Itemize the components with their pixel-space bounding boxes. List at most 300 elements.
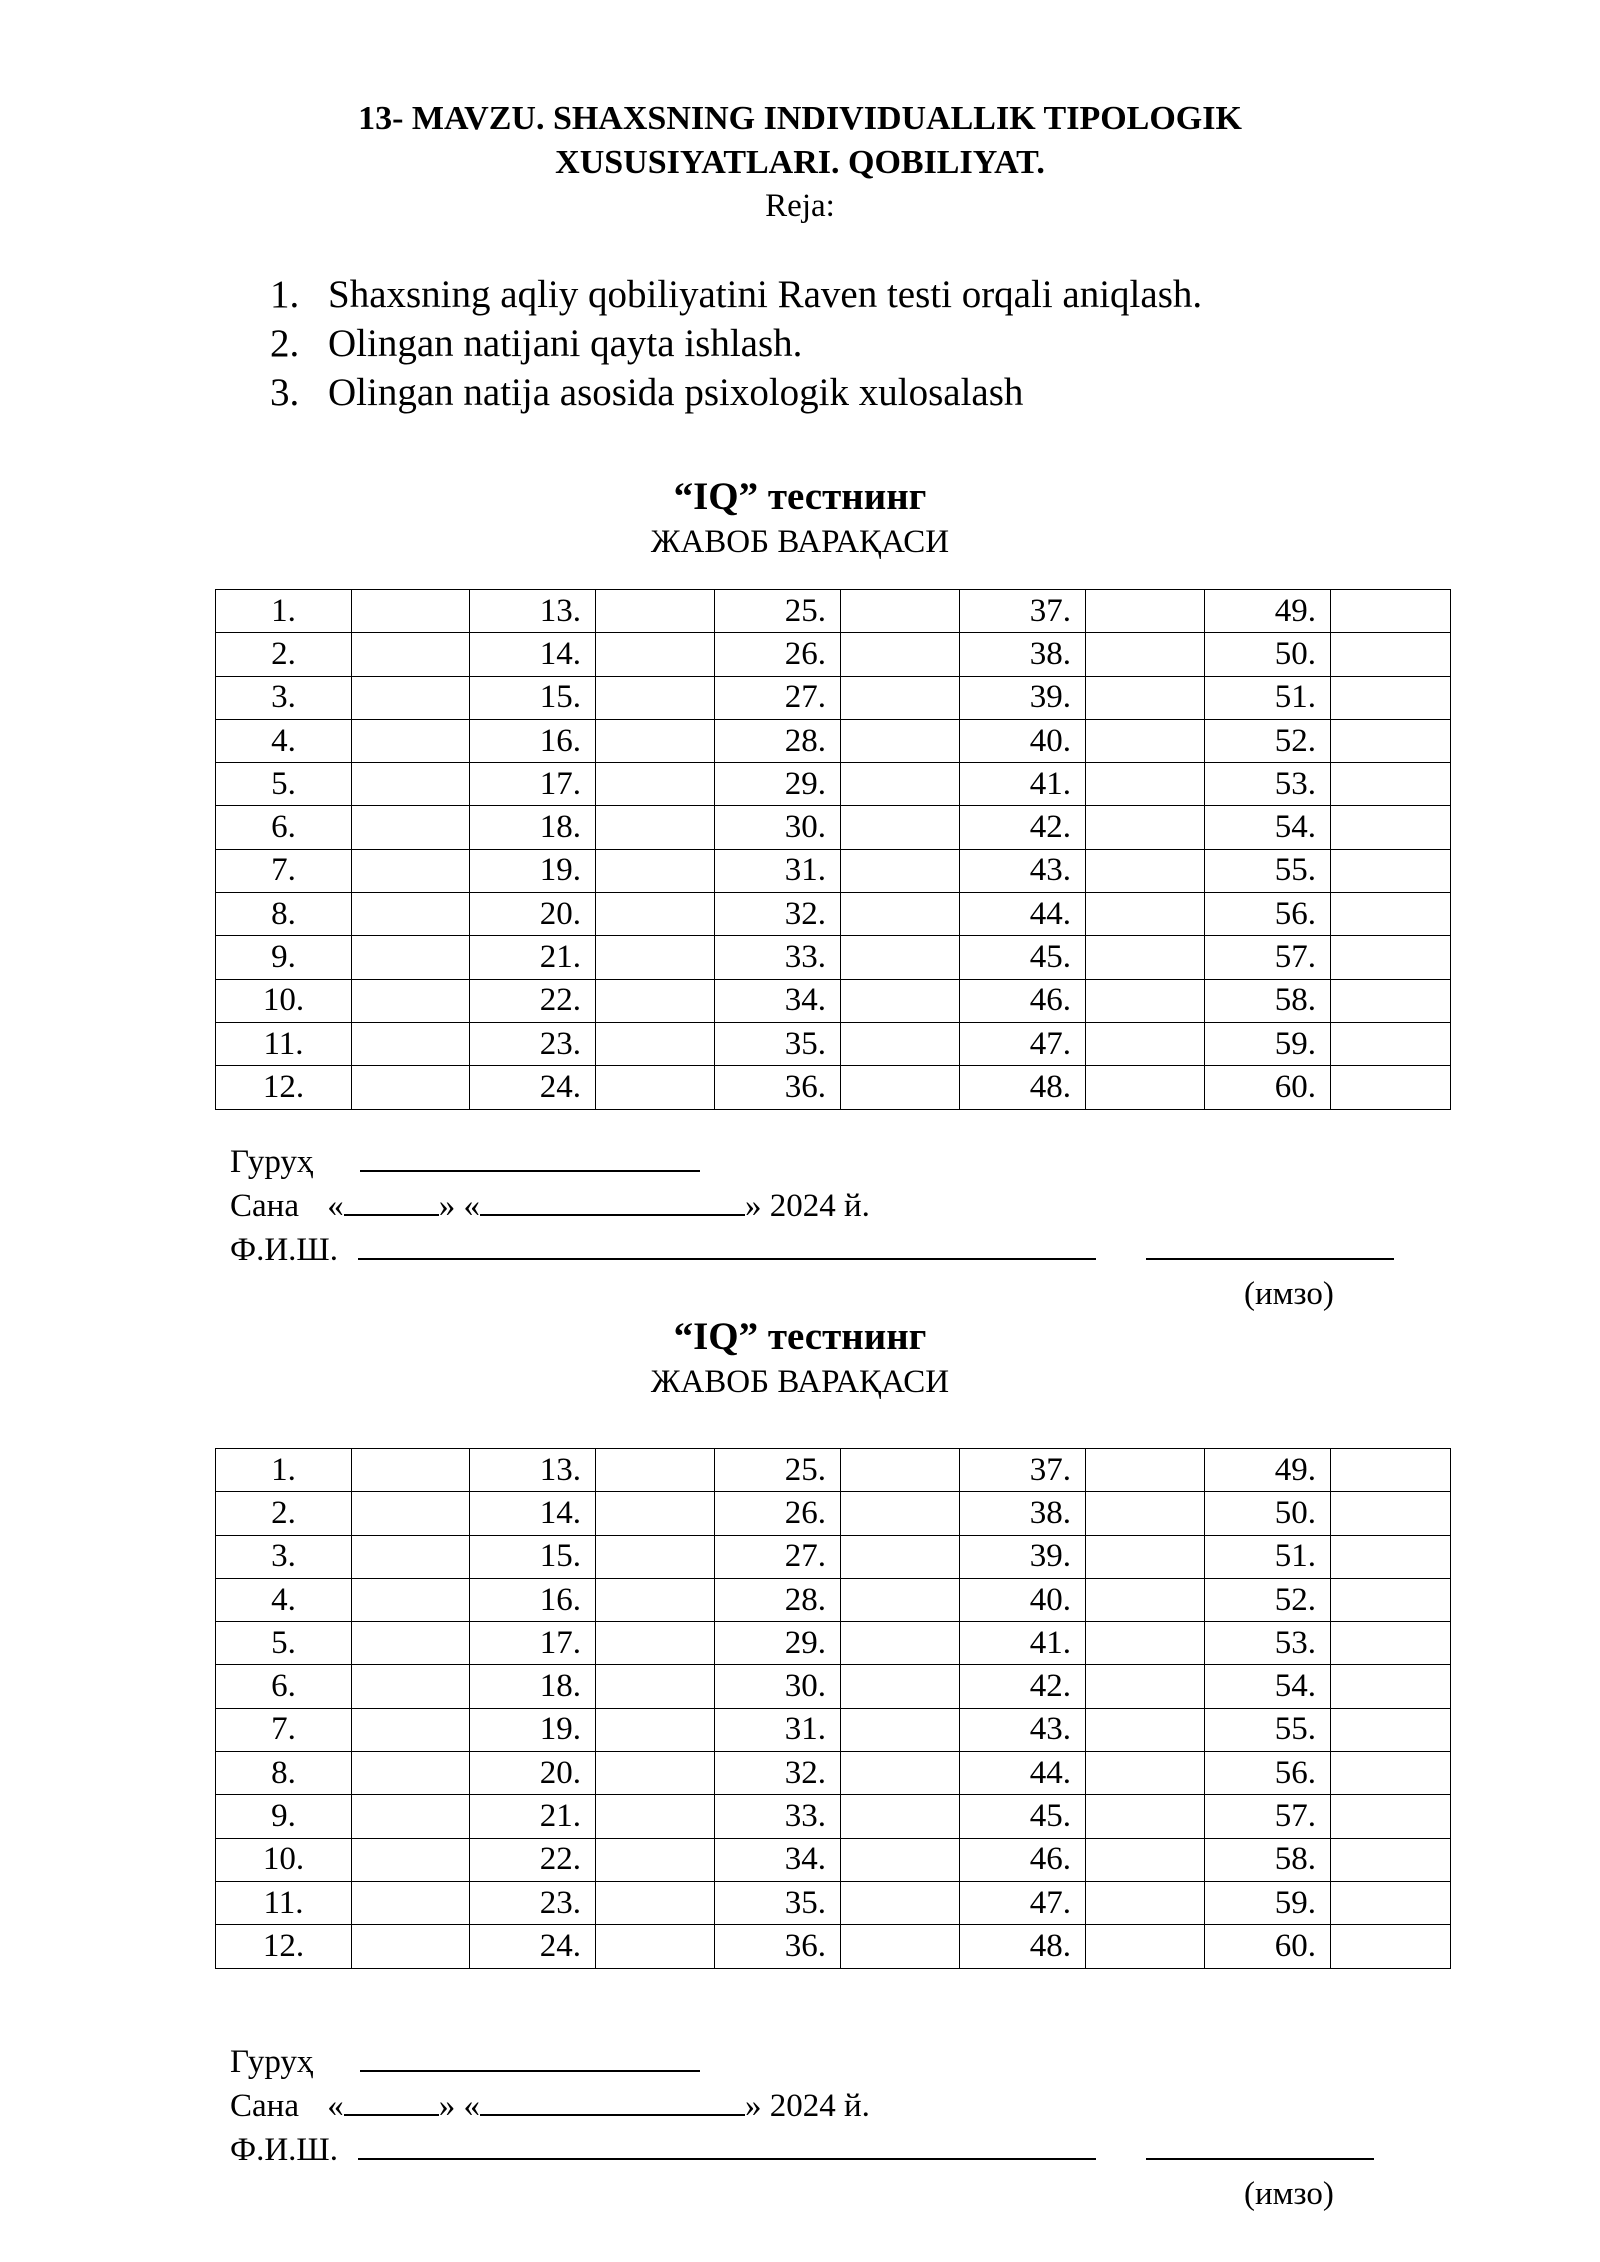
plan-heading: Reja: — [765, 188, 835, 224]
question-number-cell: 32. — [715, 1752, 841, 1795]
question-number-cell: 56. — [1205, 893, 1331, 936]
answer-cell[interactable] — [596, 1492, 715, 1535]
answer-cell[interactable] — [1086, 1925, 1205, 1968]
date-open-quote: « — [327, 2088, 344, 2124]
answer-cell[interactable] — [841, 849, 960, 892]
plan-item-number: 2. — [270, 322, 300, 365]
table-row — [216, 1622, 1451, 1665]
document-title-line1: 13- MAVZU. SHAXSNING INDIVIDUALLIK TIPOLOGIK — [358, 100, 1242, 137]
question-number-cell: 1. — [216, 590, 352, 633]
answer-cell[interactable] — [352, 633, 470, 676]
question-number-cell: 37. — [960, 590, 1086, 633]
question-number-cell: 10. — [216, 979, 352, 1022]
question-number-cell: 45. — [960, 936, 1086, 979]
answer-table-1 — [215, 589, 1451, 1110]
date-mid-quote: » « — [438, 1188, 480, 1224]
table-row — [216, 1881, 1451, 1924]
question-number-cell: 6. — [216, 806, 352, 849]
date-line-2 — [230, 2086, 870, 2126]
answer-cell[interactable] — [1331, 1449, 1451, 1492]
question-number-cell: 57. — [1205, 1795, 1331, 1838]
question-number-cell: 40. — [960, 1578, 1086, 1621]
table-row — [216, 633, 1451, 676]
date-month-field[interactable] — [480, 2086, 745, 2116]
question-number-cell: 15. — [470, 1535, 596, 1578]
question-number-cell: 33. — [715, 1795, 841, 1838]
answer-cell[interactable] — [841, 1795, 960, 1838]
answer-table-2 — [215, 1448, 1451, 1969]
question-number-cell: 26. — [715, 633, 841, 676]
answer-cell[interactable] — [1086, 633, 1205, 676]
answer-cell[interactable] — [1086, 1578, 1205, 1621]
signature-label-1: (имзо) — [1244, 1276, 1334, 1312]
table-row — [216, 1665, 1451, 1708]
question-number-cell: 8. — [216, 893, 352, 936]
question-number-cell: 58. — [1205, 1838, 1331, 1881]
question-number-cell: 44. — [960, 1752, 1086, 1795]
question-number-cell: 54. — [1205, 806, 1331, 849]
date-open-quote: « — [327, 1188, 344, 1224]
question-number-cell: 59. — [1205, 1022, 1331, 1065]
question-number-cell: 25. — [715, 590, 841, 633]
question-number-cell: 49. — [1205, 590, 1331, 633]
question-number-cell: 28. — [715, 719, 841, 762]
question-number-cell: 11. — [216, 1022, 352, 1065]
table-row — [216, 849, 1451, 892]
answer-cell[interactable] — [1331, 1881, 1451, 1924]
date-year-text: » 2024 й. — [744, 2088, 870, 2124]
plan-item — [270, 270, 1202, 319]
answer-cell[interactable] — [1331, 1838, 1451, 1881]
question-number-cell: 50. — [1205, 1492, 1331, 1535]
answer-cell[interactable] — [352, 1881, 470, 1924]
question-number-cell: 13. — [470, 590, 596, 633]
question-number-cell: 15. — [470, 676, 596, 719]
question-number-cell: 10. — [216, 1838, 352, 1881]
answer-cell[interactable] — [352, 893, 470, 936]
answer-cell[interactable] — [1331, 590, 1451, 633]
question-number-cell: 27. — [715, 676, 841, 719]
answer-cell[interactable] — [352, 719, 470, 762]
answer-cell[interactable] — [1086, 849, 1205, 892]
question-number-cell: 51. — [1205, 676, 1331, 719]
group-label: Гуруҳ — [230, 2044, 314, 2080]
question-number-cell: 19. — [470, 849, 596, 892]
answer-cell[interactable] — [596, 806, 715, 849]
answer-cell[interactable] — [352, 1022, 470, 1065]
answer-cell[interactable] — [1086, 719, 1205, 762]
question-number-cell: 9. — [216, 936, 352, 979]
question-number-cell: 56. — [1205, 1752, 1331, 1795]
question-number-cell: 27. — [715, 1535, 841, 1578]
answer-cell[interactable] — [352, 806, 470, 849]
question-number-cell: 2. — [216, 633, 352, 676]
answer-cell[interactable] — [596, 893, 715, 936]
answer-cell[interactable] — [352, 1578, 470, 1621]
answer-cell[interactable] — [596, 1578, 715, 1621]
answer-cell[interactable] — [841, 1881, 960, 1924]
answer-cell[interactable] — [841, 1022, 960, 1065]
question-number-cell: 41. — [960, 1622, 1086, 1665]
question-number-cell: 35. — [715, 1881, 841, 1924]
answer-cell[interactable] — [352, 936, 470, 979]
answer-cell[interactable] — [841, 1535, 960, 1578]
answer-cell[interactable] — [1331, 1925, 1451, 1968]
answer-cell[interactable] — [596, 763, 715, 806]
table-row — [216, 806, 1451, 849]
question-number-cell: 32. — [715, 893, 841, 936]
answer-cell[interactable] — [1086, 1492, 1205, 1535]
plan-item-text: Shaxsning aqliy qobiliyatini Raven testi orqali aniqlash. — [328, 273, 1203, 316]
question-number-cell: 7. — [216, 849, 352, 892]
answer-cell[interactable] — [1086, 1022, 1205, 1065]
question-number-cell: 24. — [470, 1925, 596, 1968]
table-row — [216, 1492, 1451, 1535]
answer-cell[interactable] — [841, 1578, 960, 1621]
group-field[interactable] — [360, 2042, 700, 2072]
question-number-cell: 38. — [960, 1492, 1086, 1535]
answer-cell[interactable] — [596, 936, 715, 979]
answer-cell[interactable] — [352, 849, 470, 892]
answer-cell[interactable] — [352, 979, 470, 1022]
plan-item — [270, 368, 1202, 417]
answer-cell[interactable] — [596, 1838, 715, 1881]
answer-cell[interactable] — [1086, 979, 1205, 1022]
answer-cell[interactable] — [1331, 893, 1451, 936]
answer-cell[interactable] — [596, 1665, 715, 1708]
answer-cell[interactable] — [841, 893, 960, 936]
answer-cell[interactable] — [596, 1449, 715, 1492]
answer-cell[interactable] — [1331, 1622, 1451, 1665]
answer-cell[interactable] — [596, 1535, 715, 1578]
answer-cell[interactable] — [352, 1925, 470, 1968]
answer-cell[interactable] — [596, 1752, 715, 1795]
question-number-cell: 20. — [470, 1752, 596, 1795]
answer-cell[interactable] — [1086, 1066, 1205, 1109]
question-number-cell: 18. — [470, 806, 596, 849]
question-number-cell: 14. — [470, 633, 596, 676]
question-number-cell: 20. — [470, 893, 596, 936]
question-number-cell: 23. — [470, 1022, 596, 1065]
answer-cell[interactable] — [352, 1492, 470, 1535]
table-row — [216, 1838, 1451, 1881]
question-number-cell: 16. — [470, 1578, 596, 1621]
question-number-cell: 55. — [1205, 1708, 1331, 1751]
fio-label: Ф.И.Ш. — [230, 2132, 338, 2168]
table-row — [216, 1708, 1451, 1751]
question-number-cell: 35. — [715, 1022, 841, 1065]
group-line-2 — [230, 2042, 700, 2082]
answer-cell[interactable] — [1331, 1665, 1451, 1708]
answer-cell[interactable] — [841, 1449, 960, 1492]
answer-cell[interactable] — [1331, 1066, 1451, 1109]
answer-cell[interactable] — [352, 1752, 470, 1795]
answer-cell[interactable] — [1086, 1665, 1205, 1708]
answer-cell[interactable] — [596, 979, 715, 1022]
answer-cell[interactable] — [1086, 893, 1205, 936]
answer-cell[interactable] — [841, 719, 960, 762]
date-month-field[interactable] — [480, 1186, 745, 1216]
question-number-cell: 22. — [470, 979, 596, 1022]
question-number-cell: 30. — [715, 1665, 841, 1708]
answer-cell[interactable] — [841, 1066, 960, 1109]
answer-sheet-2-title: “IQ” тестнинг — [673, 1315, 927, 1358]
answer-cell[interactable] — [352, 763, 470, 806]
fio-line-2 — [230, 2130, 1374, 2170]
answer-cell[interactable] — [1086, 1795, 1205, 1838]
question-number-cell: 17. — [470, 763, 596, 806]
answer-cell[interactable] — [352, 1066, 470, 1109]
question-number-cell: 59. — [1205, 1881, 1331, 1924]
answer-cell[interactable] — [1331, 806, 1451, 849]
question-number-cell: 43. — [960, 849, 1086, 892]
question-number-cell: 2. — [216, 1492, 352, 1535]
answer-cell[interactable] — [1086, 1449, 1205, 1492]
question-number-cell: 31. — [715, 1708, 841, 1751]
question-number-cell: 34. — [715, 979, 841, 1022]
answer-cell[interactable] — [841, 1622, 960, 1665]
question-number-cell: 1. — [216, 1449, 352, 1492]
question-number-cell: 48. — [960, 1066, 1086, 1109]
table-row — [216, 1066, 1451, 1109]
answer-cell[interactable] — [352, 590, 470, 633]
group-label: Гуруҳ — [230, 1144, 314, 1180]
group-field[interactable] — [360, 1142, 700, 1172]
question-number-cell: 12. — [216, 1925, 352, 1968]
plan-item-number: 3. — [270, 371, 300, 414]
answer-cell[interactable] — [1086, 676, 1205, 719]
answer-cell[interactable] — [1331, 1795, 1451, 1838]
plan-item — [270, 319, 1202, 368]
signature-label-2: (имзо) — [1244, 2176, 1334, 2212]
answer-cell[interactable] — [841, 763, 960, 806]
question-number-cell: 53. — [1205, 763, 1331, 806]
answer-cell[interactable] — [1331, 936, 1451, 979]
plan-item-number: 1. — [270, 273, 300, 316]
answer-cell[interactable] — [352, 1665, 470, 1708]
question-number-cell: 37. — [960, 1449, 1086, 1492]
answer-cell[interactable] — [596, 676, 715, 719]
answer-cell[interactable] — [1331, 719, 1451, 762]
question-number-cell: 33. — [715, 936, 841, 979]
question-number-cell: 5. — [216, 763, 352, 806]
question-number-cell: 23. — [470, 1881, 596, 1924]
question-number-cell: 46. — [960, 979, 1086, 1022]
question-number-cell: 41. — [960, 763, 1086, 806]
answer-cell[interactable] — [596, 719, 715, 762]
question-number-cell: 36. — [715, 1925, 841, 1968]
answer-cell[interactable] — [841, 806, 960, 849]
answer-cell[interactable] — [841, 1752, 960, 1795]
question-number-cell: 50. — [1205, 633, 1331, 676]
question-number-cell: 17. — [470, 1622, 596, 1665]
question-number-cell: 48. — [960, 1925, 1086, 1968]
answer-cell[interactable] — [1331, 979, 1451, 1022]
date-label: Сана — [230, 2088, 299, 2124]
question-number-cell: 9. — [216, 1795, 352, 1838]
question-number-cell: 30. — [715, 806, 841, 849]
question-number-cell: 60. — [1205, 1925, 1331, 1968]
date-day-field[interactable] — [344, 1186, 439, 1216]
answer-cell[interactable] — [841, 590, 960, 633]
question-number-cell: 4. — [216, 719, 352, 762]
answer-cell[interactable] — [596, 849, 715, 892]
question-number-cell: 39. — [960, 1535, 1086, 1578]
question-number-cell: 54. — [1205, 1665, 1331, 1708]
answer-cell[interactable] — [596, 633, 715, 676]
question-number-cell: 47. — [960, 1881, 1086, 1924]
table-row — [216, 1578, 1451, 1621]
answer-cell[interactable] — [841, 1665, 960, 1708]
answer-cell[interactable] — [1331, 676, 1451, 719]
answer-cell[interactable] — [352, 1449, 470, 1492]
answer-cell[interactable] — [596, 1622, 715, 1665]
date-line-1 — [230, 1186, 870, 1226]
question-number-cell: 13. — [470, 1449, 596, 1492]
table-row — [216, 1795, 1451, 1838]
question-number-cell: 45. — [960, 1795, 1086, 1838]
question-number-cell: 6. — [216, 1665, 352, 1708]
answer-cell[interactable] — [352, 1535, 470, 1578]
question-number-cell: 11. — [216, 1881, 352, 1924]
question-number-cell: 31. — [715, 849, 841, 892]
question-number-cell: 34. — [715, 1838, 841, 1881]
table-row — [216, 1752, 1451, 1795]
answer-cell[interactable] — [1086, 1622, 1205, 1665]
answer-cell[interactable] — [352, 676, 470, 719]
answer-cell[interactable] — [1086, 590, 1205, 633]
fio-field[interactable] — [358, 1230, 1096, 1260]
question-number-cell: 52. — [1205, 1578, 1331, 1621]
answer-cell[interactable] — [1086, 1708, 1205, 1751]
answer-cell[interactable] — [352, 1708, 470, 1751]
answer-sheet-1-title: “IQ” тестнинг — [673, 475, 927, 518]
question-number-cell: 49. — [1205, 1449, 1331, 1492]
table-row — [216, 590, 1451, 633]
fio-field[interactable] — [358, 2130, 1096, 2160]
answer-cell[interactable] — [596, 1708, 715, 1751]
table-row — [216, 936, 1451, 979]
date-day-field[interactable] — [344, 2086, 439, 2116]
answer-sheet-2-subtitle: ЖАВОБ ВАРАҚАСИ — [650, 1364, 950, 1400]
answer-cell[interactable] — [1086, 763, 1205, 806]
answer-cell[interactable] — [596, 1066, 715, 1109]
question-number-cell: 39. — [960, 676, 1086, 719]
answer-cell[interactable] — [841, 1838, 960, 1881]
answer-cell[interactable] — [1086, 1535, 1205, 1578]
answer-cell[interactable] — [1086, 1838, 1205, 1881]
answer-cell[interactable] — [352, 1622, 470, 1665]
table-row — [216, 676, 1451, 719]
question-number-cell: 52. — [1205, 719, 1331, 762]
answer-cell[interactable] — [841, 1708, 960, 1751]
answer-cell[interactable] — [841, 936, 960, 979]
question-number-cell: 26. — [715, 1492, 841, 1535]
table-row — [216, 893, 1451, 936]
fio-label: Ф.И.Ш. — [230, 1232, 338, 1268]
answer-cell[interactable] — [841, 979, 960, 1022]
answer-cell[interactable] — [1331, 849, 1451, 892]
question-number-cell: 4. — [216, 1578, 352, 1621]
table-row — [216, 719, 1451, 762]
answer-cell[interactable] — [1331, 1752, 1451, 1795]
answer-cell[interactable] — [1331, 1578, 1451, 1621]
table-row — [216, 979, 1451, 1022]
question-number-cell: 19. — [470, 1708, 596, 1751]
answer-cell[interactable] — [1331, 1708, 1451, 1751]
question-number-cell: 58. — [1205, 979, 1331, 1022]
question-number-cell: 60. — [1205, 1066, 1331, 1109]
answer-cell[interactable] — [596, 1925, 715, 1968]
answer-sheet-1-subtitle: ЖАВОБ ВАРАҚАСИ — [650, 524, 950, 560]
answer-cell[interactable] — [352, 1838, 470, 1881]
question-number-cell: 53. — [1205, 1622, 1331, 1665]
question-number-cell: 5. — [216, 1622, 352, 1665]
answer-cell[interactable] — [596, 590, 715, 633]
table-row — [216, 763, 1451, 806]
question-number-cell: 40. — [960, 719, 1086, 762]
answer-cell[interactable] — [596, 1795, 715, 1838]
date-year-text: » 2024 й. — [744, 1188, 870, 1224]
question-number-cell: 47. — [960, 1022, 1086, 1065]
answer-cell[interactable] — [1086, 806, 1205, 849]
group-line-1 — [230, 1142, 700, 1182]
question-number-cell: 51. — [1205, 1535, 1331, 1578]
signature-field[interactable] — [1146, 1230, 1394, 1260]
answer-cell[interactable] — [596, 1881, 715, 1924]
question-number-cell: 14. — [470, 1492, 596, 1535]
question-number-cell: 18. — [470, 1665, 596, 1708]
answer-cell[interactable] — [1331, 763, 1451, 806]
question-number-cell: 29. — [715, 1622, 841, 1665]
table-row — [216, 1449, 1451, 1492]
answer-cell[interactable] — [1086, 1752, 1205, 1795]
answer-cell[interactable] — [841, 1492, 960, 1535]
plan-list — [270, 270, 1202, 417]
answer-cell[interactable] — [596, 1022, 715, 1065]
question-number-cell: 7. — [216, 1708, 352, 1751]
question-number-cell: 57. — [1205, 936, 1331, 979]
answer-cell[interactable] — [1331, 1492, 1451, 1535]
question-number-cell: 42. — [960, 806, 1086, 849]
question-number-cell: 46. — [960, 1838, 1086, 1881]
date-label: Сана — [230, 1188, 299, 1224]
date-mid-quote: » « — [438, 2088, 480, 2124]
signature-field[interactable] — [1146, 2130, 1374, 2160]
question-number-cell: 3. — [216, 676, 352, 719]
answer-cell[interactable] — [841, 676, 960, 719]
answer-cell[interactable] — [1331, 633, 1451, 676]
answer-cell[interactable] — [841, 1925, 960, 1968]
answer-cell[interactable] — [841, 633, 960, 676]
question-number-cell: 25. — [715, 1449, 841, 1492]
table-row — [216, 1925, 1451, 1968]
question-number-cell: 55. — [1205, 849, 1331, 892]
answer-cell[interactable] — [1331, 1535, 1451, 1578]
answer-cell[interactable] — [1086, 1881, 1205, 1924]
question-number-cell: 38. — [960, 633, 1086, 676]
question-number-cell: 16. — [470, 719, 596, 762]
answer-cell[interactable] — [1086, 936, 1205, 979]
answer-cell[interactable] — [1331, 1022, 1451, 1065]
answer-cell[interactable] — [352, 1795, 470, 1838]
question-number-cell: 8. — [216, 1752, 352, 1795]
fio-line-1 — [230, 1230, 1394, 1270]
question-number-cell: 24. — [470, 1066, 596, 1109]
question-number-cell: 36. — [715, 1066, 841, 1109]
plan-item-text: Olingan natija asosida psixologik xulosalash — [328, 371, 1024, 414]
question-number-cell: 42. — [960, 1665, 1086, 1708]
